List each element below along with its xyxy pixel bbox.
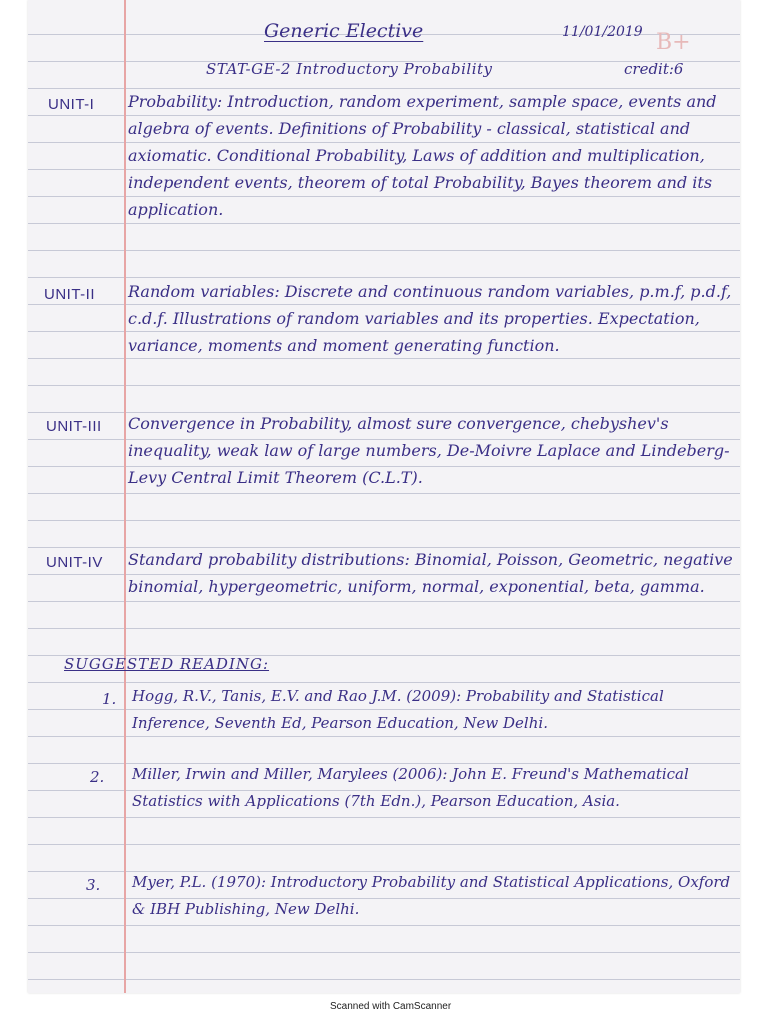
credit-note: credit:6: [624, 60, 684, 78]
reference-text: Miller, Irwin and Miller, Marylees (2006): John E. Freund's Mathematical Statistics with Applications (7th Edn.), Pearson Education, Asia.: [132, 765, 689, 810]
reference-number: 2.: [90, 768, 105, 786]
unit-label: UNIT-III: [46, 418, 102, 435]
unit-label: UNIT-II: [44, 286, 95, 303]
suggested-reading-heading: SUGGESTED READING:: [64, 655, 270, 673]
grade-mark: B+: [656, 30, 691, 55]
unit-text: Probability: Introduction, random experiment, sample space, events and algebra of events. Definitions of Probability - classical, statistical and axiomatic. Conditional Probability, Laws of addition and multiplication, independent events, theorem of total Probability, Bayes theorem and its application.: [128, 92, 717, 219]
unit-text: Convergence in Probability, almost sure convergence, chebyshev's inequality, weak law of large numbers, De-Moivre Laplace and Lindeberg-Levy Central Limit Theorem (C.L.T).: [128, 414, 730, 487]
unit-text: Random variables: Discrete and continuous random variables, p.m.f, p.d.f, c.d.f. Illustrations of random variables and its properties. Expectation, variance, moments and moment generating function.: [128, 282, 732, 355]
date-note: 11/01/2019: [562, 24, 643, 40]
reference-text: Myer, P.L. (1970): Introductory Probability and Statistical Applications, Oxford & IBH Publishing, New Delhi.: [132, 873, 731, 918]
reference-number: 1.: [102, 690, 117, 708]
notebook-page: [28, 0, 740, 993]
unit-label: UNIT-I: [48, 96, 95, 113]
course-title: STAT-GE-2 Introductory Probability: [206, 60, 493, 78]
unit-text: Standard probability distributions: Binomial, Poisson, Geometric, negative binomial, hypergeometric, uniform, normal, exponential, beta, gamma.: [128, 550, 733, 596]
unit-label: UNIT-IV: [46, 554, 103, 571]
page-title: Generic Elective: [264, 20, 424, 42]
scanner-watermark: Scanned with CamScanner: [330, 1001, 452, 1012]
reference-number: 3.: [86, 876, 101, 894]
reference-text: Hogg, R.V., Tanis, E.V. and Rao J.M. (2009): Probability and Statistical Inference, Seventh Ed, Pearson Education, New Delhi.: [132, 687, 664, 732]
margin-line: [124, 0, 126, 993]
